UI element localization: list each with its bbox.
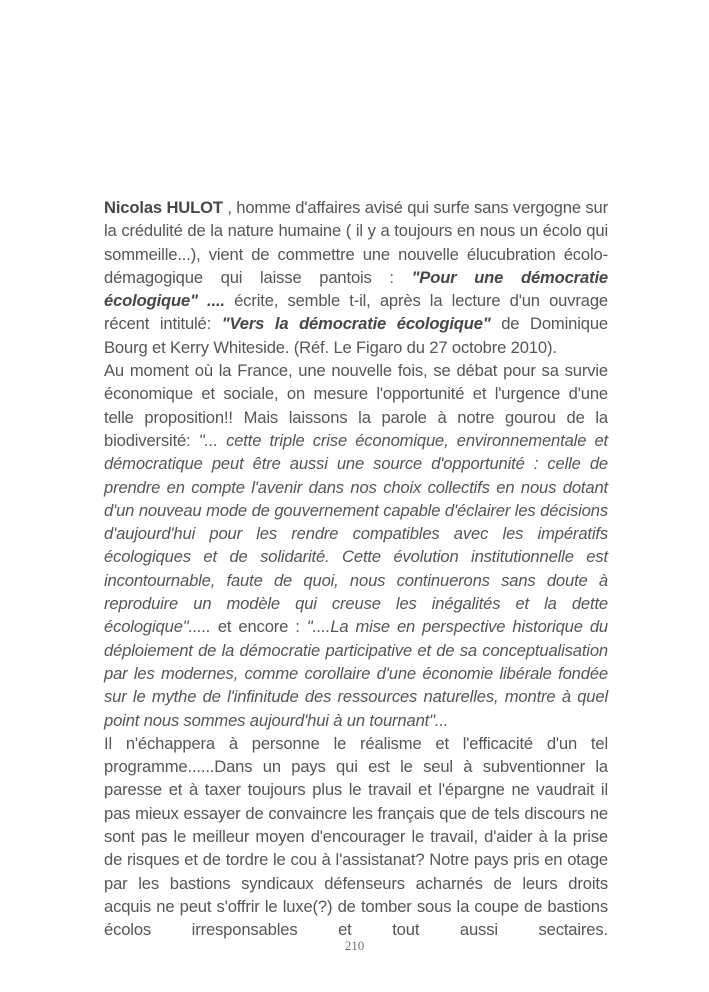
- page-number: 210: [344, 938, 365, 953]
- text-segment-regular: , homme d'affaires avisé qui surfe sans vergogne sur la crédulité de la nature humaine ( il y a toujours en nous un écolo qui sommeille...), vient de commettre une nouvelle élucubration écolo-démagogique qui laisse pantois :: [104, 198, 608, 287]
- text-block: [104, 196, 608, 942]
- paragraph-2: [104, 359, 608, 732]
- text-segment-bold-italic: "Pour une démocratie écologique" ....: [104, 267, 608, 311]
- paragraph-1: [104, 196, 608, 359]
- text-segment-regular: de Dominique Bourg et Kerry Whiteside. (Réf. Le Figaro du 27 octobre 2010).: [104, 314, 608, 357]
- text-segment-regular: écrite, semble t-il, après la lecture d'un ouvrage récent intitulé:: [104, 291, 608, 334]
- text-segment-regular: Au moment où la France, une nouvelle fois, se débat pour sa survie économique et sociale, on mesure l'opportunité et l'urgence d'une telle proposition!! Mais laissons la parole à notre gourou de la biodiversité:: [104, 361, 608, 450]
- paragraph-3: [104, 732, 608, 942]
- text-segment-regular: et encore :: [217, 617, 307, 637]
- text-segment-regular: Il n'échappera à personne le réalisme et l'efficacité d'un tel programme......Dans un pays qui est le seul à subventionner la paresse et à taxer toujours plus le travail et l'épargne ne vaudrait il pas mieux essayer de convaincre les français que de tels discours ne sont pas le meilleur moyen d'encourager le travail, d'aider à la prise de risques et de tordre le cou à l'assistanat? Notre pays pris en otage par les bastions syndicaux défenseurs acharnés de leurs droits acquis ne peut s'offrir le luxe(?) de tomber sous la coupe de bastions écolos irresponsables et tout aussi sectaires.: [104, 733, 608, 940]
- text-segment-bold-italic: "Vers la démocratie écologique": [221, 314, 491, 334]
- text-segment-bold: Nicolas HULOT: [104, 198, 228, 217]
- text-segment-italic: "....La mise en perspective historique du déploiement de la démocratie participative et de sa conceptualisation par les modernes, comme corollaire d'une économie libérale fondée sur le mythe de l'infinitude des ressources naturelles, montre à quel point nous sommes aujourd'hui à un tournant"...: [104, 617, 608, 730]
- text-segment-italic: "... cette triple crise économique, environnementale et démocratique peut être aussi une source d'opportunité : celle de prendre en compte l'avenir dans nos choix collectifs en nous dotant d'un nouveau mode de gouvernement capable d'éclairer les décisions d'aujourd'hui pour les rendre compatibles avec les impératifs écologiques et de solidarité. Cette évolution institutionnelle est incontournable, faute de quoi, nous continuerons sans doute à reproduire un modèle qui creuse les inégalités et la dette écologique".....: [104, 430, 608, 637]
